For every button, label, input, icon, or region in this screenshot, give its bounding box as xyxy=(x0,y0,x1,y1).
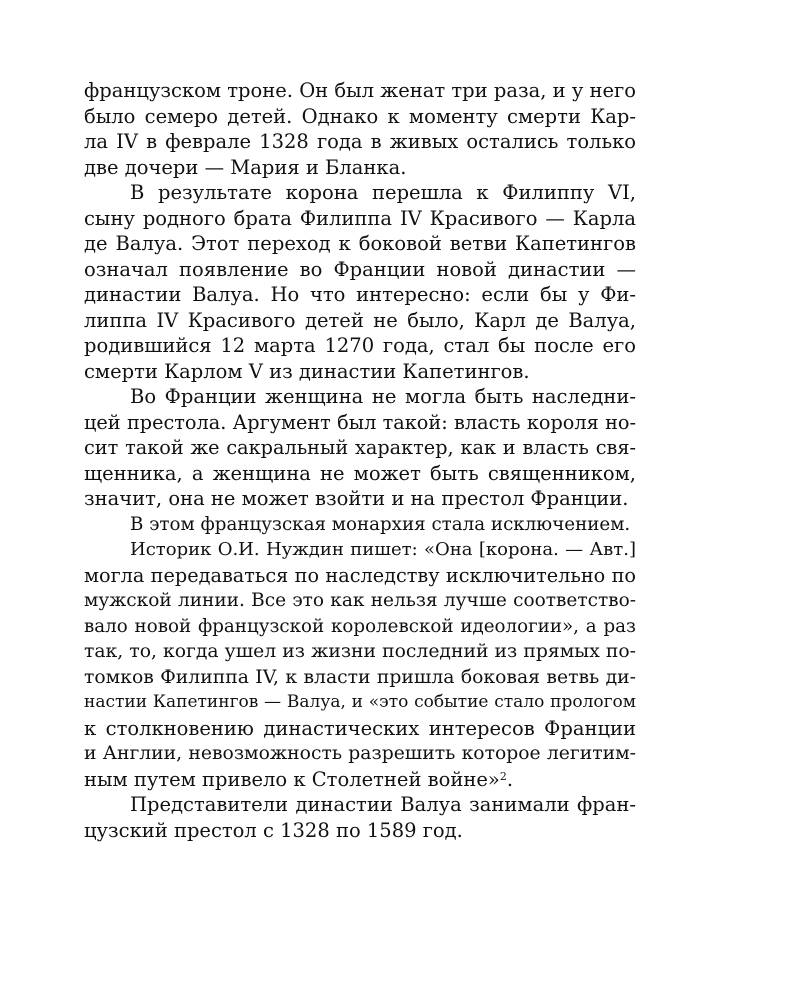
text-line: к столкновению династических интересов Франции xyxy=(84,716,636,740)
text-line: вало новой французской королевской идеологии», а раз xyxy=(84,615,636,637)
text-line: Во Франции женщина не могла быть наследни- xyxy=(130,385,636,408)
paragraph-5 xyxy=(84,537,636,792)
footnote-marker[interactable]: 2 xyxy=(499,769,507,783)
text-line: две дочери — Мария и Бланка. xyxy=(84,155,407,179)
text-line: французском троне. Он был женат три раза, и у него xyxy=(84,79,636,102)
paragraph-4 xyxy=(84,512,636,538)
paragraph-6 xyxy=(84,792,636,843)
text-line: Историк О.И. Нуждин пишет: «Она [корона. — Авт.] xyxy=(130,539,636,560)
line-end-punctuation: . xyxy=(506,767,514,791)
text-line: томков Филиппа IV, к власти пришла боковая ветвь ди- xyxy=(84,666,636,688)
text-line: означал появление во Франции новой династии — xyxy=(84,257,636,281)
text-line xyxy=(84,767,636,793)
text-line: смерти Карлом V из династии Капетингов. xyxy=(84,359,530,383)
text-line: было семеро детей. Однако к моменту смерти Кар- xyxy=(84,104,636,128)
text-line: настии Капетингов — Валуа, и «это событие стало прологом xyxy=(84,692,636,712)
text-line: так, то, когда ушел из жизни последний из прямых по- xyxy=(84,641,636,662)
text-line: сит такой же сакральный характер, как и власть свя- xyxy=(84,436,636,459)
text-line: мужской линии. Все это как нельзя лучше соответство- xyxy=(84,590,636,611)
paragraph-2 xyxy=(84,180,636,384)
text-line: цей престола. Аргумент был такой: власть короля но- xyxy=(84,410,636,434)
paragraph-1 xyxy=(84,78,636,180)
text-line: Представители династии Валуа занимали фран- xyxy=(130,793,636,816)
document-page xyxy=(84,78,636,843)
text-line: щенника, а женщина не может быть священником, xyxy=(84,461,636,485)
text-line: родившийся 12 марта 1270 года, стал бы после его xyxy=(84,334,636,357)
text-line: и Англии, невозможность разрешить которое легитим- xyxy=(84,743,636,764)
text-line: династии Валуа. Но что интересно: если бы у Фи- xyxy=(84,283,636,306)
text-line: В результате корона перешла к Филиппу VI, xyxy=(130,181,636,204)
text-line: де Валуа. Этот переход к боковой ветви Капетингов xyxy=(84,232,636,255)
paragraph-3 xyxy=(84,384,636,512)
text-line: сыну родного брата Филиппа IV Красивого — Карла xyxy=(84,206,636,230)
text-line: могла передаваться по наследству исключительно по xyxy=(84,563,636,587)
text-line: липпа IV Красивого детей не было, Карл де Валуа, xyxy=(84,308,636,332)
text-line: ла IV в феврале 1328 года в живых остались только xyxy=(84,130,636,153)
text-line: цузский престол с 1328 по 1589 год. xyxy=(84,818,463,842)
text-line: значит, она не может взойти и на престол Франции. xyxy=(84,487,629,510)
text-line-content: ным путем привело к Столетней войне» xyxy=(84,767,500,791)
text-line: В этом французская монархия стала исключением. xyxy=(130,513,631,535)
